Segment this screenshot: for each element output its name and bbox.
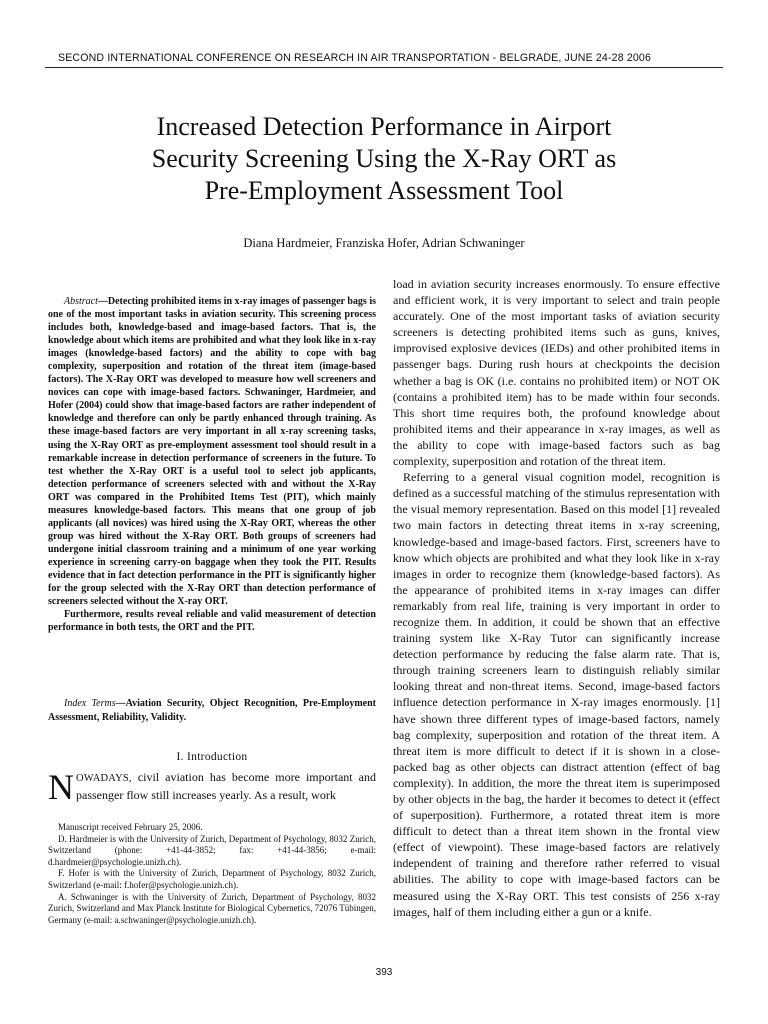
title-line-1: Increased Detection Performance in Airport bbox=[156, 112, 612, 141]
footnotes bbox=[48, 822, 376, 926]
footnote-manuscript: Manuscript received February 25, 2006. bbox=[58, 822, 203, 832]
footnote-hofer: F. Hofer is with the University of Zurich, Department of Psychology, 8032 Zurich, Switzerland (e-mail: f.hofer@psychologie.unizh.ch). bbox=[48, 868, 376, 890]
drop-cap: N bbox=[48, 767, 74, 807]
body-paragraph-2: Referring to a general visual cognition model, recognition is defined as a successful matching of the stimulus representation with the visual memory representation. Based on this model [1] revealed two main factors in detecting threat items in x-ray screening, knowledge-based and image-based factors. First, screeners have to know which objects are prohibited and what they look like in x-ray images in order to recognize them (knowledge-based factors). As the appearance of prohibited items in x-ray images can differ remarkably from real life, training is very important in order to recognize them. In addition, it could be shown that an effective training system like X-Ray Tutor can significantly increase detection performance by reducing the false alarm rate. That is, through training screeners learn to distinguish reliably similar looking threat and non-threat items. Second, image-based factors influence detection performance in X-ray images enormously. [1] have shown three different types of image-based factors, namely bag complexity, superposition and rotation of the threat item. A threat item is more difficult to detect if it is shown in a close-packed bag as other objects can distract attention (effect of bag complexity). In addition, the more the threat item is superimposed by other objects in the bag, the harder it becomes to detect it (effect of superposition). Furthermore, a rotated threat item is more difficult to detect than a threat item shown in the frontal view (effect of viewpoint). These image-based factors are relatively independent of training and therefore rather referred to visual abilities. The ability to cope with image-based factors can be measured using the X-Ray ORT. This test consists of 256 x-ray images, half of them including either a gun or a knife. bbox=[393, 470, 720, 919]
right-column bbox=[393, 276, 720, 920]
title-line-2: Security Screening Using the X-Ray ORT as bbox=[151, 144, 617, 173]
abstract-paragraph bbox=[48, 295, 376, 608]
index-terms bbox=[48, 697, 376, 724]
abstract-paragraph-2: Furthermore, results reveal reliable and valid measurement of detection performance in both tests, the ORT and the PIT. bbox=[48, 609, 376, 634]
footnote-hardmeier: D. Hardmeier is with the University of Zurich, Department of Psychology, 8032 Zurich, Switzerland (phone: +41-44-3852; fax: +41-44-3856; e-mail: d.hardmeier@psychologie.unizh.ch). bbox=[48, 833, 376, 867]
index-terms-label: Index Terms bbox=[64, 698, 116, 709]
index-terms-paragraph bbox=[48, 697, 376, 724]
intro-paragraph bbox=[48, 767, 376, 807]
body-paragraph-1: load in aviation security increases enormously. To ensure effective and efficient work, it is very important to select and train people accurately. One of the most important tasks of aviation security screeners is detecting prohibited items such as guns, knives, improvised explosive devices (IEDs) and other prohibited items in passenger bags. During rush hours at checkpoints the decision whether a bag is OK (i.e. contains no prohibited item) or NOT OK (contains a prohibited item) has to be made within four seconds. This short time requires both, the profound knowledge about prohibited items and their appearance in x-ray images, as well as the ability to cope with image-based factors such as bag complexity, superposition and rotation of the threat item. bbox=[393, 277, 720, 469]
title-line-3: Pre-Employment Assessment Tool bbox=[204, 176, 564, 205]
section-heading: I. Introduction bbox=[176, 751, 248, 763]
intro-smallcaps: OWADAYS, bbox=[76, 773, 132, 784]
abstract-text: —Detecting prohibited items in x-ray images of passenger bags is one of the most important tasks in aviation security. This screening process includes both, knowledge-based and image-based factors. That is, the knowledge about which items are prohibited and what they look like in x-ray images (knowledge-based factors) and the ability to cope with bag complexity, superposition and rotation of the threat item (image-based factors). The X-Ray ORT was developed to measure how well screeners and novices can cope with image-based factors. Schwaninger, Hardmeier, and Hofer (2004) could show that image-based factors are rather independent of knowledge and therefore can only be partly enhanced through training. As these image-based factors are very important in all x-ray screening tasks, using the X-Ray ORT as pre-employment assessment tool should result in a remarkable increase in detection performance of screeners in the future. To test whether the X-Ray ORT is a useful tool to select job applicants, detection performance of screeners selected with and without the X-Ray ORT was compared in the Prohibited Items Test (PIT), which mainly measures knowledge-based factors. This means that one group of job applicants (all novices) was hired using the X-Ray ORT, whereas the other group was hired without the X-Ray ORT. Both groups of screeners had undergone initial classroom training and a minimum of one year working experience in screening carry-on baggage when they took the PIT. Results evidence that in fact detection performance in the PIT is significantly higher for the group selected with the X-Ray ORT than detection performance of screeners selected without the X-ray ORT. bbox=[48, 296, 376, 608]
conference-header: SECOND INTERNATIONAL CONFERENCE ON RESEARCH IN AIR TRANSPORTATION - BELGRADE, JUNE 24-28 2006 bbox=[58, 52, 651, 64]
footnote-schwaninger: A. Schwaninger is with the University of Zurich, Department of Psychology, 8032 Zurich, Switzerland and Max Planck Institute for Biological Cybernetics, 72076 Tübingen, Germany (e-mail: a.schwaninger@psychologie.unizh.ch). bbox=[48, 891, 376, 925]
authors: Diana Hardmeier, Franziska Hofer, Adrian Schwaninger bbox=[243, 236, 525, 250]
abstract-label: Abstract bbox=[64, 296, 98, 307]
abstract bbox=[48, 295, 376, 634]
header-rule bbox=[45, 67, 723, 68]
page-number: 393 bbox=[375, 967, 393, 978]
index-terms-text: —Aviation Security, Object Recognition, Pre-Employment Assessment, Reliability, Validity. bbox=[48, 698, 377, 723]
introduction-text bbox=[48, 767, 376, 807]
paper-title bbox=[60, 111, 708, 207]
intro-text: civil aviation has become more important and passenger flow still increases yearly. As a result, work bbox=[76, 770, 376, 803]
